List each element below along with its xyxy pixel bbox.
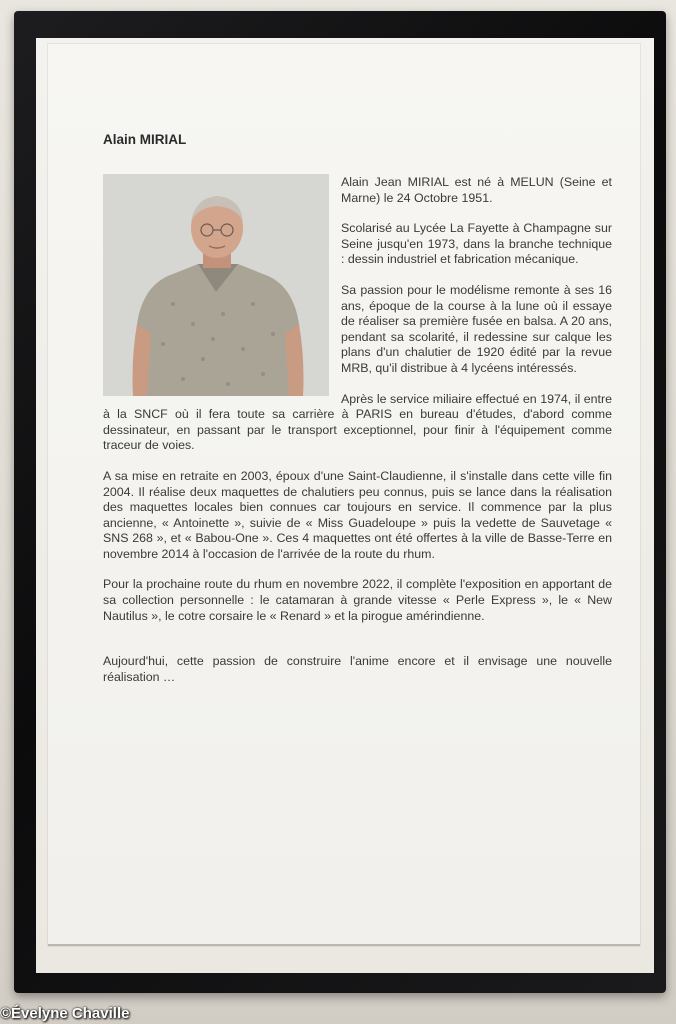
paragraph-exhibition: Pour la prochaine route du rhum en novembre 2022, il complète l'exposition en apportant de sa collection personnelle : le catamaran à grande vitesse « Perle Express », le « New Nautilus », le cotre corsaire le « Renard » et la pirogue amérindienne. — [103, 577, 612, 623]
paragraph-career: Après le service miliaire effectué en 1974, il entre à la SNCF où il fera toute sa carrière à PARIS en bureau d'études, d'abord comme dessinateur, en passant par le transport exceptionnel, pour finir à l'équipement comme traceur de voies. — [103, 391, 612, 453]
paragraph-passion: Sa passion pour le modélisme remonte à ses 16 ans, époque de la course à la lune où il essaye de réaliser sa première fusée en balsa. A 20 ans, pendant sa scolarité, il redessine sur calque les plans d'un chalutier de 1920 édité par la revue MRB, qu'il distribue à 4 lycéens intéressés. — [341, 282, 612, 375]
paragraph-today: Aujourd'hui, cette passion de construire l'anime encore et il envisage une nouvelle réalisation … — [103, 654, 612, 684]
paragraph-birth: Alain Jean MIRIAL est né à MELUN (Seine et Marne) le 24 Octobre 1951. — [341, 175, 612, 205]
paragraph-schooling: Scolarisé au Lycée La Fayette à Champagne sur Seine jusqu'en 1973, dans la branche technique : dessin industriel et fabrication mécanique. — [341, 221, 612, 267]
sheet-bottom-rule — [48, 944, 640, 946]
photo-float-spacer — [103, 175, 341, 397]
paragraph-retirement: A sa mise en retraite en 2003, époux d'une Saint-Claudienne, il s'installe dans cette ville fin 2004. Il réalise deux maquettes de chalutiers peu connus, puis se lance dans la réalisation des maquettes locales bien connues car toujours en service. Il commence par la plus ancienne, « Antoinette », suivie de « Miss Guadeloupe » puis la vedette de Sauvetage « SNS 268 », et « Babou-One ». Ces 4 maquettes ont été offertes à la ville de Basse-Terre en novembre 2014 à l'occasion de l'arrivée de la route du rhum. — [103, 468, 612, 561]
biography-title: Alain MIRIAL — [103, 132, 187, 147]
biography-sheet — [48, 44, 640, 946]
frame-mat — [36, 38, 654, 973]
picture-frame — [14, 11, 666, 993]
biography-body — [103, 175, 612, 700]
photo-credit: ©Évelyne Chaville — [0, 1005, 130, 1022]
